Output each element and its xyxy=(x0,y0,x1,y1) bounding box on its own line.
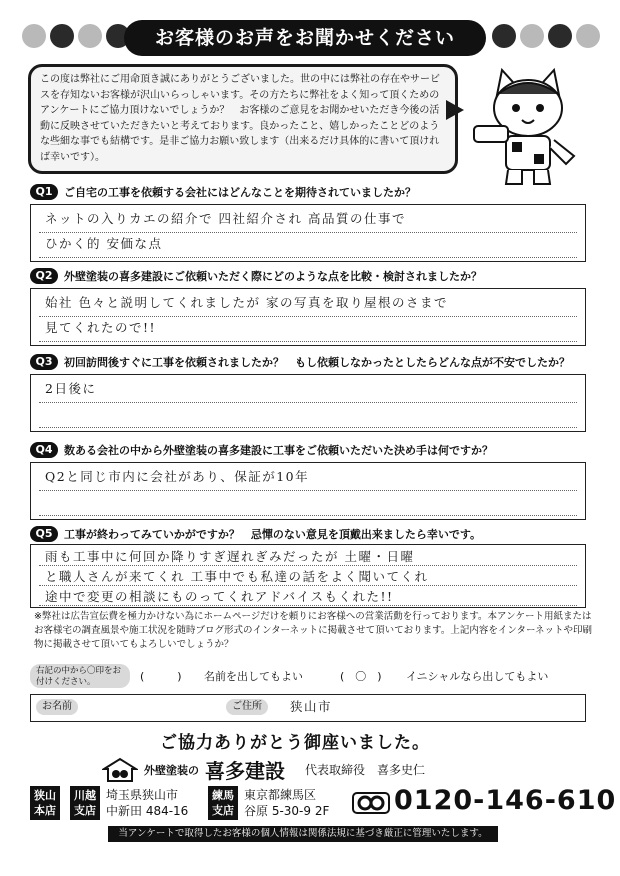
q2-answer-line-1: 始社 色々と説明してくれましたが 家の写真を取り屋根のさまで xyxy=(45,295,448,310)
q3-answer-line-1: 2日後に xyxy=(45,381,97,396)
q5-badge: Q5 xyxy=(30,526,58,542)
q1-badge: Q1 xyxy=(30,184,58,200)
privacy-footer: 当アンケートで取得したお客様の個人情報は関係法規に基づき厳正に管理いたします。 xyxy=(108,826,498,842)
address-sayama-line2: 中新田 484-16 xyxy=(106,804,189,818)
q3-badge: Q3 xyxy=(30,354,58,370)
branch-nerima: 練馬支店 xyxy=(208,786,238,820)
consent-option1-mark[interactable]: ( ) xyxy=(140,670,182,683)
consent-label: 右記の中から〇印をお付けください。 xyxy=(30,664,130,688)
mascot-cat-illustration xyxy=(462,60,594,188)
q2-text: 外壁塗装の喜多建設にご依頼いただく際にどのような点を比較・検討されましたか？ xyxy=(64,270,482,283)
address-value: 狭山市 xyxy=(290,699,333,714)
q5-text: 工事が終わってみていかがですか？ 忌憚のない意見を頂戴出来ましたら幸いです。 xyxy=(64,528,482,541)
page-title: お客様のお声をお聞かせください xyxy=(124,20,486,56)
q1-text: ご自宅の工事を依頼する会社にはどんなことを期待されていましたか？ xyxy=(64,186,416,199)
name-label: お名前 xyxy=(36,699,78,715)
q4-header xyxy=(30,442,493,458)
q3-answer-box xyxy=(30,374,586,432)
q5-answer-line-3: 途中で変更の相談にものってくれアドバイスもくれた!! xyxy=(45,589,394,604)
intro-text: この度は弊社にご用命頂き誠にありがとうございました。世の中には弊社の存在やサービスを存知ないお客様が沢山いらっしゃいます。その方たちに弊社をよく知って頂くためのアンケートにご協力頂けないでしょうか？ お客様のご意見をお聞かせいただき今後の活動に反映させていただきたいと考えております。良かったこと、嬉しかったことどのような些細な事でも結構です。是非ご協力お願い致します（出来るだけ具体的に書いて頂ければ幸いです）。 xyxy=(40,74,440,163)
address-nerima-line2: 谷原 5-30-9 2F xyxy=(244,804,330,818)
publication-note: ※弊社は広告宣伝費を極力かけない為にホームページだけを頼りにお客様への営業活動を行っております。本アンケート用紙またはお客様宅の調査風景や施工状況を随時ブログ形式のインターネットに掲載させて頂いております。上記内容をインターネットや印刷物に掲載させて頂いてもよろしいでしょうか？ xyxy=(34,611,593,650)
q2-header xyxy=(30,268,482,284)
company-logo-icon xyxy=(102,757,138,783)
q4-answer-box xyxy=(30,462,586,520)
branch-sayama: 狭山本店 xyxy=(30,786,60,820)
address-sayama xyxy=(106,787,188,819)
branch-kawagoe: 川越支店 xyxy=(70,786,100,820)
company-line xyxy=(102,755,425,784)
q2-answer-line-2: 見てくれたので!! xyxy=(45,320,157,335)
address-nerima xyxy=(244,787,329,819)
q5-answer-line-2: と職人さんが来てくれ 工事中でも私達の話をよく聞いてくれ xyxy=(45,569,429,584)
q3-header xyxy=(30,354,570,370)
consent-option2-mark[interactable]: ( 〇 ) xyxy=(340,670,382,683)
q5-header xyxy=(30,526,481,542)
freedial-icon xyxy=(352,792,390,814)
header-dots-left xyxy=(22,24,130,52)
q5-answer-line-1: 雨も工事中に何回か降りすぎ遅れぎみだったが 土曜・日曜 xyxy=(45,549,415,564)
q5-answer-box xyxy=(30,544,586,608)
phone-number[interactable]: 0120-146-610 xyxy=(394,785,617,816)
address-label: ご住所 xyxy=(226,699,268,715)
company-prefix: 外壁塗装の xyxy=(144,763,199,777)
q1-answer-line-1: ネットの入りカエの紹介で 四社紹介され 高品質の仕事で xyxy=(45,211,406,226)
consent-option2-label: イニシャルなら出してもよい xyxy=(406,670,549,683)
q1-header xyxy=(30,184,416,200)
company-name: 喜多建設 xyxy=(205,759,285,783)
consent-option1-label: 名前を出してもよい xyxy=(204,670,303,683)
header-dots-right xyxy=(492,24,600,52)
q2-answer-box xyxy=(30,288,586,346)
q2-badge: Q2 xyxy=(30,268,58,284)
representative: 代表取締役 喜多史仁 xyxy=(305,763,426,777)
q4-badge: Q4 xyxy=(30,442,58,458)
thanks-message: ご協力ありがとう御座いました。 xyxy=(160,733,430,753)
address-nerima-line1: 東京都練馬区 xyxy=(244,788,317,802)
q1-answer-box xyxy=(30,204,586,262)
q4-answer-line-1: Q2と同じ市内に会社があり、保証が10年 xyxy=(45,469,310,484)
q3-text: 初回訪問後すぐに工事を依頼されましたか？ もし依頼しなかったとしたらどんな点が不安でしたか？ xyxy=(64,356,570,369)
q1-answer-line-2: ひかく的 安価な点 xyxy=(45,236,163,251)
address-sayama-line1: 埼玉県狭山市 xyxy=(106,788,179,802)
q4-text: 数ある会社の中から外壁塗装の喜多建設に工事をご依頼いただいた決め手は何ですか？ xyxy=(64,444,493,457)
